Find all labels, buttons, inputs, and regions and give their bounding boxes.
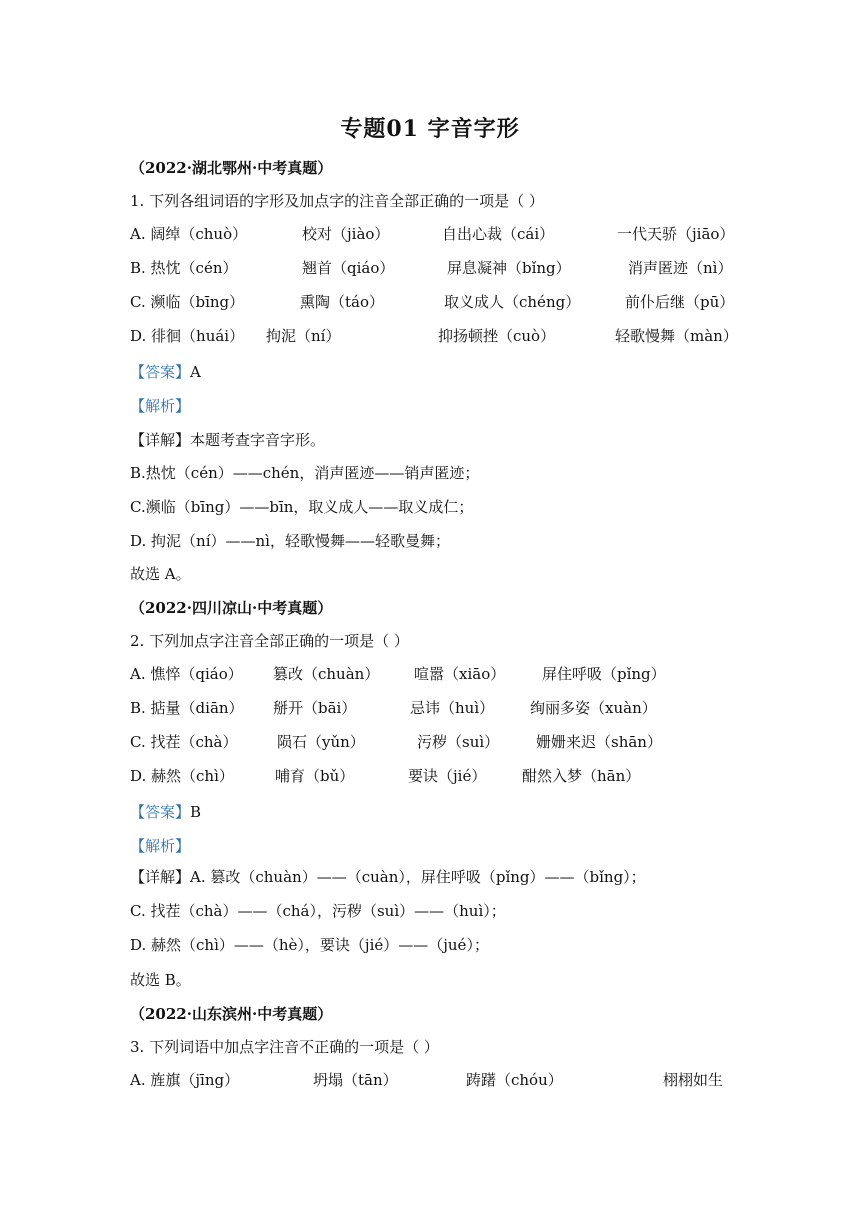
q1-option-b-1: B. 热忱（cén） bbox=[130, 259, 238, 277]
q2-option-d-3: 要诀（jié） bbox=[408, 767, 487, 785]
q2-detail-line-3: D. 赫然（chì）——（hè），要诀（jié）——（jué）； bbox=[130, 936, 489, 954]
q2-answer-value: B bbox=[190, 803, 202, 821]
q1-option-d-4: 轻歌慢舞（màn） bbox=[615, 327, 738, 345]
q2-detail-line-1: 【详解】A. 篡改（chuàn）——（cuàn），屏住呼吸（pǐng）——（bǐng）； bbox=[130, 868, 646, 886]
q2-option-d-4: 酣然入梦（hān） bbox=[522, 767, 641, 785]
q2-option-b-4: 绚丽多姿（xuàn） bbox=[530, 699, 657, 717]
q1-option-a-3: 自出心裁（cái） bbox=[442, 225, 555, 243]
q2-option-a-4: 屏住呼吸（pǐng） bbox=[542, 665, 666, 683]
q1-answer-value: A bbox=[190, 363, 201, 381]
q1-option-b-4: 消声匿迹（nì） bbox=[628, 259, 733, 277]
q1-answer bbox=[130, 361, 201, 382]
q1-option-a-2: 校对（jiào） bbox=[302, 225, 390, 243]
q3-option-a-1: A. 旌旗（jīng） bbox=[130, 1071, 240, 1089]
q2-option-row-c bbox=[130, 731, 740, 753]
q2-option-c-1: C. 找茬（chà） bbox=[130, 733, 238, 751]
page-title: 专题01 字音字形 bbox=[340, 116, 520, 142]
q1-detail-line-2: B.热忱（cén）——chén，消声匿迹——销声匿迹； bbox=[130, 464, 480, 482]
q1-conclusion: 故选 A。 bbox=[130, 565, 191, 583]
q2-option-b-2: 掰开（bāi） bbox=[273, 699, 357, 717]
q3-option-a-3: 踌躇（chóu） bbox=[466, 1071, 563, 1089]
q3-source: （2022·山东滨州·中考真题） bbox=[130, 1005, 333, 1023]
q2-stem: 2. 下列加点字注音全部正确的一项是（ ） bbox=[130, 632, 409, 650]
q1-option-a-1: A. 阔绰（chuò） bbox=[130, 225, 248, 243]
q1-option-row-a bbox=[130, 223, 740, 245]
q3-option-a-2: 坍塌（tān） bbox=[313, 1071, 398, 1089]
q1-stem: 1. 下列各组词语的字形及加点字的注音全部正确的一项是（ ） bbox=[130, 192, 544, 210]
q2-analysis-label: 【解析】 bbox=[130, 837, 191, 855]
q3-stem: 3. 下列词语中加点字注音不正确的一项是（ ） bbox=[130, 1038, 439, 1056]
q2-option-b-3: 忌讳（huì） bbox=[410, 699, 495, 717]
q2-option-row-a bbox=[130, 663, 740, 685]
q2-detail-line-2: C. 找茬（chà）——（chá），污秽（suì）——（huì）； bbox=[130, 902, 506, 920]
q1-option-b-3: 屏息凝神（bǐng） bbox=[447, 259, 571, 277]
q2-option-d-2: 哺育（bǔ） bbox=[275, 767, 355, 785]
q1-option-row-d bbox=[130, 325, 740, 347]
q1-option-c-3: 取义成人（chéng） bbox=[444, 293, 581, 311]
q1-option-row-b bbox=[130, 257, 740, 279]
q2-answer-label: 【答案】 bbox=[130, 803, 191, 821]
q1-option-d-1: D. 徘徊（huái） bbox=[130, 327, 245, 345]
q2-option-c-2: 陨石（yǔn） bbox=[277, 733, 365, 751]
q1-detail-line-4: D. 拘泥（ní）——nì，轻歌慢舞——轻歌曼舞； bbox=[130, 532, 450, 550]
q2-option-a-3: 喧嚣（xiāo） bbox=[414, 665, 506, 683]
q1-option-c-4: 前仆后继（pū） bbox=[625, 293, 735, 311]
q3-option-row-a bbox=[130, 1069, 740, 1091]
q1-option-d-3: 抑扬顿挫（cuò） bbox=[438, 327, 556, 345]
q2-option-row-b bbox=[130, 697, 740, 719]
q1-analysis-label: 【解析】 bbox=[130, 397, 191, 415]
q1-answer-label: 【答案】 bbox=[130, 363, 191, 381]
q1-source: （2022·湖北鄂州·中考真题） bbox=[130, 159, 333, 177]
q2-source: （2022·四川凉山·中考真题） bbox=[130, 599, 333, 617]
q1-option-d-2: 拘泥（ní） bbox=[266, 327, 341, 345]
q1-detail-line-1: 【详解】本题考查字音字形。 bbox=[130, 431, 326, 449]
q2-option-c-4: 姗姗来迟（shān） bbox=[536, 733, 662, 751]
q2-option-b-1: B. 掂量（diān） bbox=[130, 699, 244, 717]
q1-option-c-2: 熏陶（táo） bbox=[300, 293, 385, 311]
q2-conclusion: 故选 B。 bbox=[130, 971, 191, 989]
q1-option-a-4: 一代天骄（jiāo） bbox=[617, 225, 735, 243]
q2-option-c-3: 污秽（suì） bbox=[417, 733, 500, 751]
q2-option-a-1: A. 憔悴（qiáo） bbox=[130, 665, 243, 683]
q1-option-b-2: 翘首（qiáo） bbox=[302, 259, 395, 277]
q1-option-c-1: C. 濒临（bīng） bbox=[130, 293, 245, 311]
q2-option-row-d bbox=[130, 765, 740, 787]
q2-option-a-2: 篡改（chuàn） bbox=[273, 665, 380, 683]
q3-option-a-4: 栩栩如生 bbox=[663, 1071, 724, 1089]
q2-option-d-1: D. 赫然（chì） bbox=[130, 767, 234, 785]
q2-answer bbox=[130, 801, 201, 822]
q1-detail-line-3: C.濒临（bīng）——bīn，取义成人——取义成仁； bbox=[130, 498, 474, 516]
q1-option-row-c bbox=[130, 291, 740, 313]
